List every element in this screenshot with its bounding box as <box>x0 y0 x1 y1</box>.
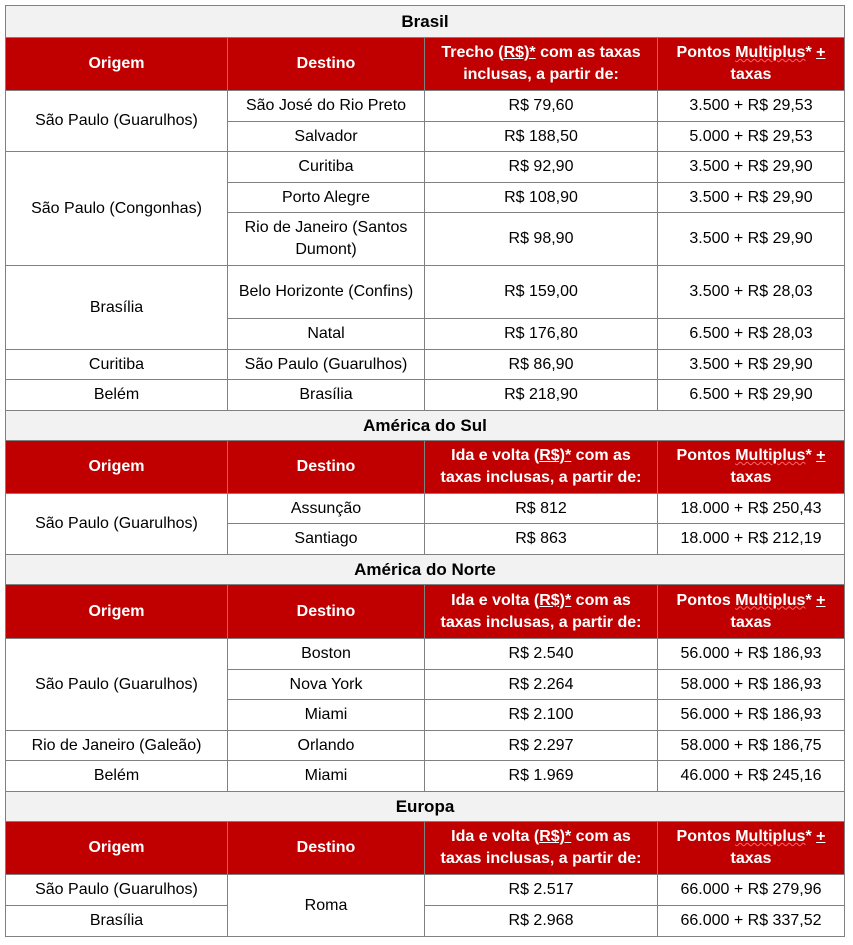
table-row <box>6 906 845 937</box>
table-row <box>6 91 845 122</box>
price-cell: R$ 79,60 <box>425 91 658 122</box>
fare-table <box>5 5 845 937</box>
price-cell: R$ 2.297 <box>425 731 658 761</box>
destination-cell: Miami <box>228 761 425 792</box>
table-row <box>6 639 845 670</box>
price-cell: R$ 98,90 <box>425 213 658 266</box>
section-title: Europa <box>6 792 845 822</box>
destination-cell: Roma <box>228 875 425 937</box>
points-cell: 18.000 + R$ 212,19 <box>658 524 845 555</box>
column-header-row <box>6 822 845 875</box>
destination-cell: Boston <box>228 639 425 670</box>
price-cell: R$ 812 <box>425 494 658 524</box>
table-row <box>6 266 845 319</box>
price-cell: R$ 1.969 <box>425 761 658 792</box>
column-header-row <box>6 441 845 494</box>
table-row <box>6 152 845 183</box>
header-points: Pontos Multiplus* + taxas <box>658 585 845 639</box>
points-cell: 58.000 + R$ 186,75 <box>658 731 845 761</box>
points-cell: 6.500 + R$ 29,90 <box>658 380 845 411</box>
header-origem: Origem <box>6 585 228 639</box>
price-cell: R$ 159,00 <box>425 266 658 319</box>
table-row <box>6 380 845 411</box>
points-cell: 66.000 + R$ 337,52 <box>658 906 845 937</box>
column-header-row <box>6 38 845 91</box>
points-cell: 3.500 + R$ 28,03 <box>658 266 845 319</box>
points-cell: 3.500 + R$ 29,90 <box>658 152 845 183</box>
table-row <box>6 731 845 761</box>
price-cell: R$ 108,90 <box>425 183 658 213</box>
price-cell: R$ 2.517 <box>425 875 658 906</box>
origin-cell: São Paulo (Guarulhos) <box>6 875 228 906</box>
header-points: Pontos Multiplus* + taxas <box>658 38 845 91</box>
section-title-row <box>6 555 845 585</box>
header-origem: Origem <box>6 822 228 875</box>
destination-cell: Belo Horizonte (Confins) <box>228 266 425 319</box>
destination-cell: Natal <box>228 319 425 350</box>
points-cell: 5.000 + R$ 29,53 <box>658 122 845 152</box>
table-row <box>6 494 845 524</box>
points-cell: 3.500 + R$ 29,53 <box>658 91 845 122</box>
price-cell: R$ 86,90 <box>425 350 658 380</box>
origin-cell: Rio de Janeiro (Galeão) <box>6 731 228 761</box>
price-cell: R$ 92,90 <box>425 152 658 183</box>
header-price: Ida e volta (R$)* com as taxas inclusas, a partir de: <box>425 441 658 494</box>
table-row <box>6 875 845 906</box>
header-price: Ida e volta (R$)* com as taxas inclusas, a partir de: <box>425 585 658 639</box>
header-destino: Destino <box>228 38 425 91</box>
origin-cell: Belém <box>6 761 228 792</box>
origin-cell: Curitiba <box>6 350 228 380</box>
origin-cell: Brasília <box>6 266 228 350</box>
column-header-row <box>6 585 845 639</box>
destination-cell: Rio de Janeiro (Santos Dumont) <box>228 213 425 266</box>
origin-cell: Belém <box>6 380 228 411</box>
points-cell: 58.000 + R$ 186,93 <box>658 670 845 700</box>
points-cell: 46.000 + R$ 245,16 <box>658 761 845 792</box>
section-title: América do Norte <box>6 555 845 585</box>
origin-cell: Brasília <box>6 906 228 937</box>
price-cell: R$ 176,80 <box>425 319 658 350</box>
price-cell: R$ 863 <box>425 524 658 555</box>
header-points: Pontos Multiplus* + taxas <box>658 822 845 875</box>
destination-cell: Santiago <box>228 524 425 555</box>
price-cell: R$ 2.264 <box>425 670 658 700</box>
destination-cell: Nova York <box>228 670 425 700</box>
origin-cell: São Paulo (Congonhas) <box>6 152 228 266</box>
origin-cell: São Paulo (Guarulhos) <box>6 639 228 731</box>
header-destino: Destino <box>228 585 425 639</box>
price-cell: R$ 2.968 <box>425 906 658 937</box>
price-cell: R$ 218,90 <box>425 380 658 411</box>
header-points: Pontos Multiplus* + taxas <box>658 441 845 494</box>
points-cell: 56.000 + R$ 186,93 <box>658 700 845 731</box>
destination-cell: São José do Rio Preto <box>228 91 425 122</box>
destination-cell: Brasília <box>228 380 425 411</box>
origin-cell: São Paulo (Guarulhos) <box>6 494 228 555</box>
table-row <box>6 761 845 792</box>
points-cell: 56.000 + R$ 186,93 <box>658 639 845 670</box>
header-price: Trecho (R$)* com as taxas inclusas, a partir de: <box>425 38 658 91</box>
destination-cell: Miami <box>228 700 425 731</box>
origin-cell: São Paulo (Guarulhos) <box>6 91 228 152</box>
points-cell: 3.500 + R$ 29,90 <box>658 350 845 380</box>
points-cell: 3.500 + R$ 29,90 <box>658 213 845 266</box>
points-cell: 66.000 + R$ 279,96 <box>658 875 845 906</box>
section-title-row <box>6 792 845 822</box>
section-title: Brasil <box>6 6 845 38</box>
points-cell: 3.500 + R$ 29,90 <box>658 183 845 213</box>
header-destino: Destino <box>228 441 425 494</box>
destination-cell: Salvador <box>228 122 425 152</box>
price-cell: R$ 2.100 <box>425 700 658 731</box>
table-row <box>6 350 845 380</box>
price-cell: R$ 188,50 <box>425 122 658 152</box>
destination-cell: Orlando <box>228 731 425 761</box>
header-destino: Destino <box>228 822 425 875</box>
destination-cell: São Paulo (Guarulhos) <box>228 350 425 380</box>
section-title: América do Sul <box>6 411 845 441</box>
header-origem: Origem <box>6 441 228 494</box>
section-title-row <box>6 6 845 38</box>
header-origem: Origem <box>6 38 228 91</box>
price-cell: R$ 2.540 <box>425 639 658 670</box>
points-cell: 18.000 + R$ 250,43 <box>658 494 845 524</box>
destination-cell: Porto Alegre <box>228 183 425 213</box>
destination-cell: Assunção <box>228 494 425 524</box>
destination-cell: Curitiba <box>228 152 425 183</box>
points-cell: 6.500 + R$ 28,03 <box>658 319 845 350</box>
header-price: Ida e volta (R$)* com as taxas inclusas, a partir de: <box>425 822 658 875</box>
section-title-row <box>6 411 845 441</box>
